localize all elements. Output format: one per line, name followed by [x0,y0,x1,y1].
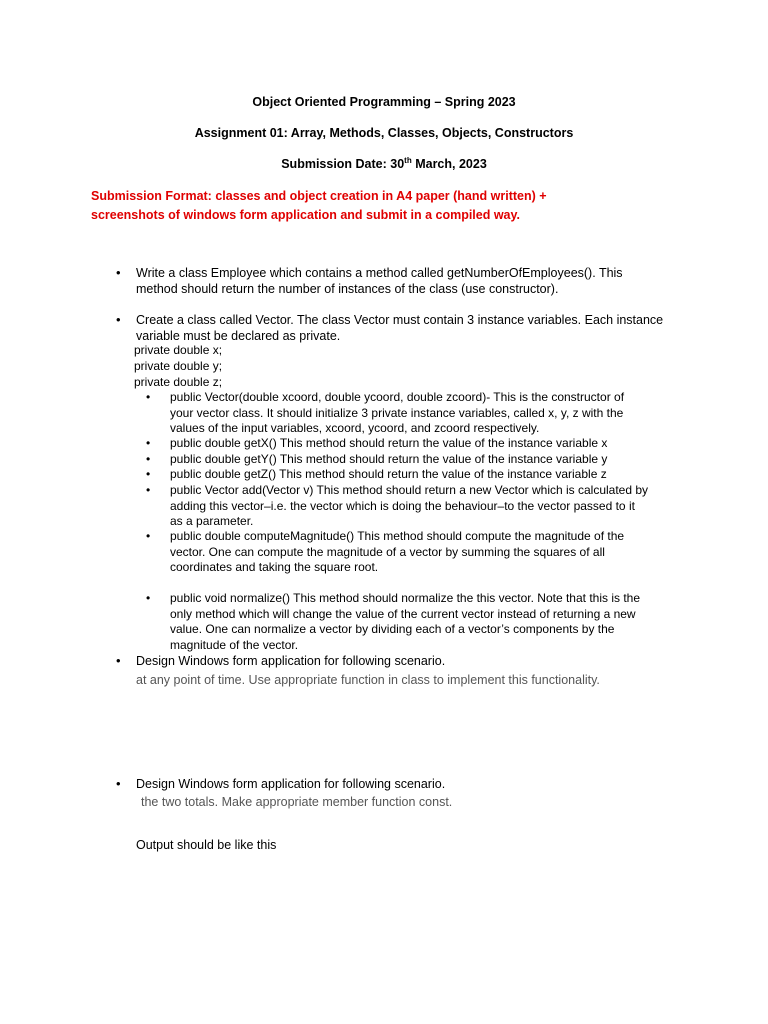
assignment-title: Assignment 01: Array, Methods, Classes, Objects, Constructors [194,126,574,140]
var-x: private double x; [134,343,223,357]
bullet-icon: • [116,776,121,791]
bullet-icon: • [116,312,121,327]
clipped-text-1: at any point of time. Use appropriate function in class to implement this functionality. [136,673,600,687]
bullet-icon: • [146,436,151,450]
method-add: • public Vector add(Vector v) This method should return a new Vector which is calculated by adding this vector–i.e. the vector which is doing the behaviour–to the vector passed to it as a parameter. [146,483,649,528]
method-getz: • public double getZ() This method should return the value of the instance variable z [146,467,607,481]
bullet-icon: • [146,529,151,543]
var-y: private double y; [134,359,223,373]
method-compute-magnitude: • public double computeMagnitude() This method should compute the magnitude of the vector. One can compute the magnitude of a vector by summing the squares of all coordinates and taking the square root. [146,529,625,574]
task-employee: • Write a class Employee which contains a method called getNumberOfEmployees(). This method should return the number of instances of the class (use constructor). [116,265,623,296]
bullet-icon: • [146,467,151,481]
method-getx: • public double getX() This method should return the value of the instance variable x [146,436,608,450]
submission-format-line-1: Submission Format: classes and object creation in A4 paper (hand written) + [91,189,547,203]
var-z: private double z; [134,375,223,389]
task-vector: • Create a class called Vector. The class Vector must contain 3 instance variables. Each instance variable must be declared as private. [116,312,664,343]
bullet-icon: • [146,390,151,404]
clipped-text-2: the two totals. Make appropriate member function const. [141,795,453,809]
method-gety: • public double getY() This method should return the value of the instance variable y [146,452,608,466]
output-note: Output should be like this [136,838,277,852]
method-normalize: • public void normalize() This method should normalize the this vector. Note that this is the only method which will change the value of the current vector instead of returning a new value. One can normalize a vector by dividing each of a vector’s components by the magnitude of the vector. [146,591,641,652]
bullet-icon: • [116,265,121,280]
bullet-icon: • [146,452,151,466]
bullet-icon: • [146,591,151,605]
bullet-icon: • [116,653,121,668]
bullet-icon: • [146,483,151,497]
submission-date: Submission Date: 30th March, 2023 [281,155,487,171]
course-title: Object Oriented Programming – Spring 2023 [252,95,516,109]
task-windows-form-1: • Design Windows form application for following scenario. [116,653,446,668]
method-constructor: • public Vector(double xcoord, double ycoord, double zcoord)- This is the constructor of your vector class. It should initialize 3 private instance variables, called x, y, z with the values of the input variables, xcoord, ycoord, and zcoord respectively. [146,390,625,435]
submission-format-line-2: screenshots of windows form application and submit in a compiled way. [91,208,521,222]
task-windows-form-2: • Design Windows form application for following scenario. [116,776,446,791]
